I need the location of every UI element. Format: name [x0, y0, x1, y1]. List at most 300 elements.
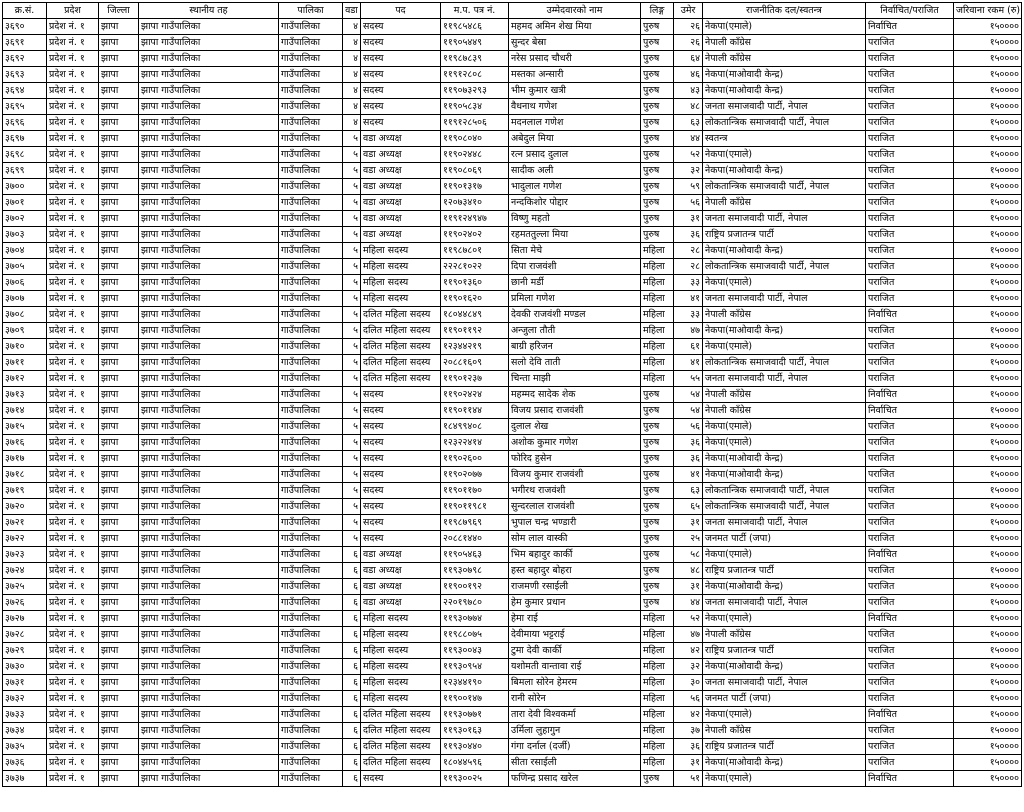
cell-political-party: नेकपा(माओवादी केन्द्र) [703, 83, 866, 99]
cell-age: ५६ [674, 419, 703, 435]
cell-municipality-type: गाउँपालिका [279, 723, 343, 739]
cell-result: पराजित [866, 243, 954, 259]
header-local-level: स्थानीय तह [139, 3, 279, 19]
cell-serial-no: ३७१८ [3, 467, 47, 483]
cell-post: महिला सदस्य [361, 611, 441, 627]
table-row [3, 483, 1022, 499]
cell-political-party: नेकपा(माओवादी केन्द्र) [703, 755, 866, 771]
cell-post: महिला सदस्य [361, 691, 441, 707]
cell-serial-no: ३७२४ [3, 563, 47, 579]
cell-municipality-type: गाउँपालिका [279, 259, 343, 275]
cell-post: सदस्य [361, 499, 441, 515]
cell-district: झापा [99, 483, 139, 499]
cell-serial-no: ३७०० [3, 179, 47, 195]
cell-result: पराजित [866, 323, 954, 339]
table-row [3, 211, 1022, 227]
table-row [3, 339, 1022, 355]
cell-local-level: झापा गाउँपालिका [139, 595, 279, 611]
cell-district: झापा [99, 563, 139, 579]
cell-gender: महिला [641, 675, 674, 691]
table-row [3, 259, 1022, 275]
cell-result: पराजित [866, 99, 954, 115]
cell-municipality-type: गाउँपालिका [279, 515, 343, 531]
cell-ward: ५ [343, 147, 361, 163]
cell-age: ४४ [674, 131, 703, 147]
cell-district: झापा [99, 259, 139, 275]
cell-political-party: लोकतान्त्रिक समाजवादी पार्टी, नेपाल [703, 355, 866, 371]
header-ward: वडा [343, 3, 361, 19]
cell-ward: ६ [343, 755, 361, 771]
cell-ward: ४ [343, 35, 361, 51]
cell-post: सदस्य [361, 83, 441, 99]
cell-result: निर्वाचित [866, 403, 954, 419]
cell-candidate-name: रानी सोरेन [509, 691, 641, 707]
cell-post: दलित महिला सदस्य [361, 355, 441, 371]
cell-voter-id: १२३४४२१९ [441, 339, 509, 355]
cell-serial-no: ३७१२ [3, 371, 47, 387]
cell-serial-no: ३७०६ [3, 275, 47, 291]
cell-province: प्रदेश नं. १ [47, 435, 99, 451]
table-row [3, 291, 1022, 307]
cell-district: झापा [99, 163, 139, 179]
cell-municipality-type: गाउँपालिका [279, 595, 343, 611]
cell-voter-id: ११९३००२५ [441, 771, 509, 787]
cell-serial-no: ३७०८ [3, 307, 47, 323]
cell-serial-no: ३७०४ [3, 243, 47, 259]
cell-serial-no: ३७३६ [3, 755, 47, 771]
cell-district: झापा [99, 611, 139, 627]
cell-result: पराजित [866, 163, 954, 179]
cell-voter-id: १२३४४१९० [441, 675, 509, 691]
header-gender: लिङ्ग [641, 3, 674, 19]
cell-serial-no: ३७०७ [3, 291, 47, 307]
cell-fine-amount: १५०००० [954, 531, 1022, 547]
cell-gender: पुरुष [641, 83, 674, 99]
cell-serial-no: ३७२२ [3, 531, 47, 547]
cell-post: महिला सदस्य [361, 291, 441, 307]
cell-municipality-type: गाउँपालिका [279, 707, 343, 723]
cell-age: ४६ [674, 67, 703, 83]
cell-voter-id: ११९०११९८१ [441, 499, 509, 515]
cell-political-party: जनता समाजवादी पार्टी, नेपाल [703, 515, 866, 531]
cell-province: प्रदेश नं. १ [47, 131, 99, 147]
cell-voter-id: २२२८१०२२ [441, 259, 509, 275]
cell-candidate-name: सोम लाल वास्की [509, 531, 641, 547]
cell-political-party: जनता समाजवादी पार्टी, नेपाल [703, 675, 866, 691]
cell-gender: महिला [641, 291, 674, 307]
table-row [3, 755, 1022, 771]
cell-district: झापा [99, 515, 139, 531]
cell-local-level: झापा गाउँपालिका [139, 99, 279, 115]
cell-fine-amount: १५०००० [954, 51, 1022, 67]
cell-ward: ५ [343, 403, 361, 419]
cell-province: प्रदेश नं. १ [47, 147, 99, 163]
table-row [3, 547, 1022, 563]
cell-ward: ४ [343, 51, 361, 67]
cell-ward: ५ [343, 211, 361, 227]
cell-municipality-type: गाउँपालिका [279, 387, 343, 403]
cell-ward: ६ [343, 595, 361, 611]
cell-post: सदस्य [361, 467, 441, 483]
cell-result: पराजित [866, 691, 954, 707]
cell-result: निर्वाचित [866, 771, 954, 787]
cell-age: ५४ [674, 387, 703, 403]
cell-fine-amount: १५०००० [954, 35, 1022, 51]
cell-gender: महिला [641, 739, 674, 755]
cell-fine-amount: १५०००० [954, 227, 1022, 243]
cell-candidate-name: अन्जुला तौती [509, 323, 641, 339]
cell-local-level: झापा गाउँपालिका [139, 739, 279, 755]
cell-voter-id: ११९०८०६९ [441, 163, 509, 179]
table-row [3, 67, 1022, 83]
cell-serial-no: ३७२९ [3, 643, 47, 659]
cell-municipality-type: गाउँपालिका [279, 307, 343, 323]
cell-local-level: झापा गाउँपालिका [139, 643, 279, 659]
cell-age: ५९ [674, 179, 703, 195]
cell-fine-amount: १५०००० [954, 723, 1022, 739]
cell-candidate-name: वैधनाथ गणेश [509, 99, 641, 115]
cell-political-party: लोकतान्त्रिक समाजवादी पार्टी, नेपाल [703, 499, 866, 515]
cell-post: सदस्य [361, 99, 441, 115]
cell-province: प्रदेश नं. १ [47, 403, 99, 419]
cell-municipality-type: गाउँपालिका [279, 467, 343, 483]
cell-political-party: नेकपा(माओवादी केन्द्र) [703, 451, 866, 467]
cell-political-party: जनता समाजवादी पार्टी, नेपाल [703, 211, 866, 227]
cell-local-level: झापा गाउँपालिका [139, 259, 279, 275]
cell-serial-no: ३७३० [3, 659, 47, 675]
cell-local-level: झापा गाउँपालिका [139, 275, 279, 291]
cell-district: झापा [99, 659, 139, 675]
cell-voter-id: २०८८१६०९ [441, 355, 509, 371]
cell-serial-no: ३७१५ [3, 419, 47, 435]
cell-ward: ५ [343, 163, 361, 179]
cell-post: दलित महिला सदस्य [361, 739, 441, 755]
table-row [3, 451, 1022, 467]
cell-local-level: झापा गाउँपालिका [139, 51, 279, 67]
cell-candidate-name: भुपाल चन्द्र भण्डारी [509, 515, 641, 531]
cell-serial-no: ३७२५ [3, 579, 47, 595]
cell-political-party: नेकपा(एमाले) [703, 435, 866, 451]
cell-municipality-type: गाउँपालिका [279, 179, 343, 195]
cell-local-level: झापा गाउँपालिका [139, 387, 279, 403]
cell-post: वडा अध्यक्ष [361, 579, 441, 595]
cell-district: झापा [99, 355, 139, 371]
cell-fine-amount: १५०००० [954, 147, 1022, 163]
cell-serial-no: ३७१६ [3, 435, 47, 451]
cell-gender: महिला [641, 243, 674, 259]
cell-age: ५६ [674, 195, 703, 211]
cell-post: सदस्य [361, 451, 441, 467]
cell-province: प्रदेश नं. १ [47, 387, 99, 403]
cell-serial-no: ३६९९ [3, 163, 47, 179]
cell-ward: ६ [343, 627, 361, 643]
cell-municipality-type: गाउँपालिका [279, 483, 343, 499]
cell-political-party: राष्ट्रिय प्रजातन्त्र पार्टी [703, 563, 866, 579]
cell-age: ५६ [674, 691, 703, 707]
cell-result: पराजित [866, 371, 954, 387]
cell-local-level: झापा गाउँपालिका [139, 659, 279, 675]
cell-candidate-name: अबेदुल मिया [509, 131, 641, 147]
cell-province: प्रदेश नं. १ [47, 243, 99, 259]
cell-political-party: नेकपा(एमाले) [703, 547, 866, 563]
cell-serial-no: ३६९३ [3, 67, 47, 83]
cell-candidate-name: विजय कुमार राजवंशी [509, 467, 641, 483]
table-row [3, 515, 1022, 531]
cell-voter-id: १२३२२४१४ [441, 435, 509, 451]
table-row [3, 147, 1022, 163]
cell-gender: पुरुष [641, 179, 674, 195]
cell-district: झापा [99, 307, 139, 323]
cell-age: ४८ [674, 99, 703, 115]
cell-post: दलित महिला सदस्य [361, 371, 441, 387]
cell-post: दलित महिला सदस्य [361, 307, 441, 323]
table-row [3, 499, 1022, 515]
cell-post: दलित महिला सदस्य [361, 755, 441, 771]
cell-age: ४१ [674, 467, 703, 483]
cell-municipality-type: गाउँपालिका [279, 531, 343, 547]
cell-district: झापा [99, 195, 139, 211]
cell-local-level: झापा गाउँपालिका [139, 467, 279, 483]
table-row [3, 19, 1022, 35]
cell-post: सदस्य [361, 403, 441, 419]
cell-province: प्रदेश नं. १ [47, 339, 99, 355]
cell-fine-amount: १५०००० [954, 275, 1022, 291]
cell-political-party: नेपाली काँग्रेस [703, 35, 866, 51]
cell-candidate-name: सिता मेचे [509, 243, 641, 259]
cell-serial-no: ३७१७ [3, 451, 47, 467]
table-row [3, 243, 1022, 259]
cell-district: झापा [99, 739, 139, 755]
cell-ward: ५ [343, 387, 361, 403]
cell-serial-no: ३६९५ [3, 99, 47, 115]
cell-ward: ५ [343, 435, 361, 451]
cell-post: महिला सदस्य [361, 275, 441, 291]
cell-political-party: नेकपा(एमाले) [703, 19, 866, 35]
cell-candidate-name: दिपा राजवंशी [509, 259, 641, 275]
cell-ward: ५ [343, 451, 361, 467]
table-row [3, 387, 1022, 403]
cell-age: ४७ [674, 323, 703, 339]
cell-gender: पुरुष [641, 771, 674, 787]
cell-result: पराजित [866, 739, 954, 755]
cell-province: प्रदेश नं. १ [47, 211, 99, 227]
cell-result: पराजित [866, 579, 954, 595]
cell-voter-id: १२०७३४१० [441, 195, 509, 211]
cell-serial-no: ३६९२ [3, 51, 47, 67]
cell-gender: महिला [641, 371, 674, 387]
cell-local-level: झापा गाउँपालिका [139, 195, 279, 211]
cell-fine-amount: १५०००० [954, 179, 1022, 195]
cell-serial-no: ३७०१ [3, 195, 47, 211]
cell-local-level: झापा गाउँपालिका [139, 339, 279, 355]
cell-voter-id: ११९८७८३९ [441, 51, 509, 67]
cell-candidate-name: महम्मद सादेक शेक [509, 387, 641, 403]
cell-candidate-name: सलो देवि ताती [509, 355, 641, 371]
cell-result: पराजित [866, 195, 954, 211]
cell-municipality-type: गाउँपालिका [279, 51, 343, 67]
cell-local-level: झापा गाउँपालिका [139, 755, 279, 771]
cell-province: प्रदेश नं. १ [47, 291, 99, 307]
table-row [3, 419, 1022, 435]
header-result: निर्वाचित/पराजित [866, 3, 954, 19]
cell-gender: पुरुष [641, 595, 674, 611]
cell-province: प्रदेश नं. १ [47, 563, 99, 579]
cell-age: २८ [674, 243, 703, 259]
cell-candidate-name: बिमला सोरेन हेमरम [509, 675, 641, 691]
header-district: जिल्ला [99, 3, 139, 19]
cell-province: प्रदेश नं. १ [47, 195, 99, 211]
cell-political-party: नेकपा(एमाले) [703, 707, 866, 723]
cell-ward: ५ [343, 467, 361, 483]
cell-result: पराजित [866, 339, 954, 355]
cell-age: ३३ [674, 275, 703, 291]
cell-fine-amount: १५०००० [954, 211, 1022, 227]
cell-district: झापा [99, 323, 139, 339]
table-row [3, 307, 1022, 323]
table-row [3, 195, 1022, 211]
cell-age: ४३ [674, 83, 703, 99]
cell-gender: पुरुष [641, 483, 674, 499]
cell-fine-amount: १५०००० [954, 451, 1022, 467]
header-political-party: राजनीतिक दल/स्वतन्त्र [703, 3, 866, 19]
cell-candidate-name: देवीमाया भट्टराई [509, 627, 641, 643]
cell-political-party: लोकतान्त्रिक समाजवादी पार्टी, नेपाल [703, 483, 866, 499]
cell-age: ५२ [674, 611, 703, 627]
cell-municipality-type: गाउँपालिका [279, 627, 343, 643]
cell-fine-amount: १५०००० [954, 707, 1022, 723]
cell-ward: ५ [343, 259, 361, 275]
cell-province: प्रदेश नं. १ [47, 275, 99, 291]
cell-age: २६ [674, 35, 703, 51]
cell-gender: पुरुष [641, 451, 674, 467]
cell-serial-no: ३६९४ [3, 83, 47, 99]
cell-province: प्रदेश नं. १ [47, 675, 99, 691]
cell-voter-id: ११९३०७७१ [441, 707, 509, 723]
cell-age: ६४ [674, 51, 703, 67]
cell-district: झापा [99, 35, 139, 51]
cell-district: झापा [99, 179, 139, 195]
cell-age: ३६ [674, 227, 703, 243]
cell-ward: ६ [343, 771, 361, 787]
cell-result: पराजित [866, 115, 954, 131]
cell-gender: पुरुष [641, 147, 674, 163]
cell-political-party: जनमत पार्टी (जपा) [703, 691, 866, 707]
table-row [3, 563, 1022, 579]
cell-post: महिला सदस्य [361, 643, 441, 659]
cell-province: प्रदेश नं. १ [47, 547, 99, 563]
cell-gender: पुरुष [641, 531, 674, 547]
cell-voter-id: २२०१९७८० [441, 595, 509, 611]
cell-fine-amount: १५०००० [954, 195, 1022, 211]
cell-fine-amount: १५०००० [954, 259, 1022, 275]
cell-serial-no: ३६९७ [3, 131, 47, 147]
table-row [3, 627, 1022, 643]
cell-candidate-name: चिन्ता माझी [509, 371, 641, 387]
cell-result: पराजित [866, 675, 954, 691]
cell-serial-no: ३७२८ [3, 627, 47, 643]
cell-local-level: झापा गाउँपालिका [139, 131, 279, 147]
cell-serial-no: ३७३४ [3, 723, 47, 739]
cell-political-party: नेपाली काँग्रेस [703, 723, 866, 739]
cell-age: ३६ [674, 451, 703, 467]
cell-political-party: राष्ट्रिय प्रजातन्त्र पार्टी [703, 227, 866, 243]
cell-voter-id: ११९०११९२ [441, 323, 509, 339]
cell-district: झापा [99, 691, 139, 707]
cell-province: प्रदेश नं. १ [47, 611, 99, 627]
cell-district: झापा [99, 275, 139, 291]
cell-result: पराजित [866, 291, 954, 307]
cell-municipality-type: गाउँपालिका [279, 19, 343, 35]
cell-province: प्रदेश नं. १ [47, 99, 99, 115]
cell-fine-amount: १५०००० [954, 739, 1022, 755]
cell-district: झापा [99, 371, 139, 387]
cell-result: पराजित [866, 51, 954, 67]
cell-fine-amount: १५०००० [954, 675, 1022, 691]
cell-ward: ५ [343, 499, 361, 515]
cell-candidate-name: फणिन्द्र प्रसाद खरेल [509, 771, 641, 787]
cell-serial-no: ३७२० [3, 499, 47, 515]
cell-ward: ५ [343, 243, 361, 259]
cell-municipality-type: गाउँपालिका [279, 371, 343, 387]
cell-fine-amount: १५०००० [954, 467, 1022, 483]
cell-gender: महिला [641, 755, 674, 771]
cell-candidate-name: हेमा राई [509, 611, 641, 627]
cell-local-level: झापा गाउँपालिका [139, 35, 279, 51]
cell-municipality-type: गाउँपालिका [279, 67, 343, 83]
cell-result: पराजित [866, 435, 954, 451]
cell-result: पराजित [866, 627, 954, 643]
cell-local-level: झापा गाउँपालिका [139, 211, 279, 227]
cell-local-level: झापा गाउँपालिका [139, 579, 279, 595]
cell-candidate-name: उर्मिला लुहागुन [509, 723, 641, 739]
cell-gender: महिला [641, 259, 674, 275]
cell-province: प्रदेश नं. १ [47, 163, 99, 179]
cell-result: पराजित [866, 755, 954, 771]
cell-voter-id: १८४९९४०८ [441, 419, 509, 435]
cell-political-party: नेपाली काँग्रेस [703, 403, 866, 419]
cell-ward: ६ [343, 739, 361, 755]
cell-result: पराजित [866, 499, 954, 515]
cell-province: प्रदेश नं. १ [47, 691, 99, 707]
cell-fine-amount: १५०००० [954, 115, 1022, 131]
cell-serial-no: ३७३१ [3, 675, 47, 691]
cell-serial-no: ३७३२ [3, 691, 47, 707]
cell-voter-id: ११९०५४४९ [441, 35, 509, 51]
cell-serial-no: ३६९८ [3, 147, 47, 163]
cell-voter-id: ११९०२०७७ [441, 467, 509, 483]
cell-result: पराजित [866, 179, 954, 195]
cell-political-party: लोकतान्त्रिक समाजवादी पार्टी, नेपाल [703, 179, 866, 195]
cell-age: ४१ [674, 355, 703, 371]
table-row [3, 35, 1022, 51]
table-row [3, 323, 1022, 339]
cell-fine-amount: १५०००० [954, 323, 1022, 339]
cell-serial-no: ३७११ [3, 355, 47, 371]
cell-province: प्रदेश नं. १ [47, 227, 99, 243]
cell-serial-no: ३७१९ [3, 483, 47, 499]
cell-province: प्रदेश नं. १ [47, 531, 99, 547]
cell-result: पराजित [866, 275, 954, 291]
cell-post: सदस्य [361, 19, 441, 35]
cell-gender: पुरुष [641, 131, 674, 147]
cell-gender: महिला [641, 659, 674, 675]
cell-age: ४१ [674, 291, 703, 307]
cell-gender: पुरुष [641, 195, 674, 211]
cell-province: प्रदेश नं. १ [47, 35, 99, 51]
cell-result: पराजित [866, 659, 954, 675]
cell-province: प्रदेश नं. १ [47, 707, 99, 723]
cell-result: पराजित [866, 131, 954, 147]
